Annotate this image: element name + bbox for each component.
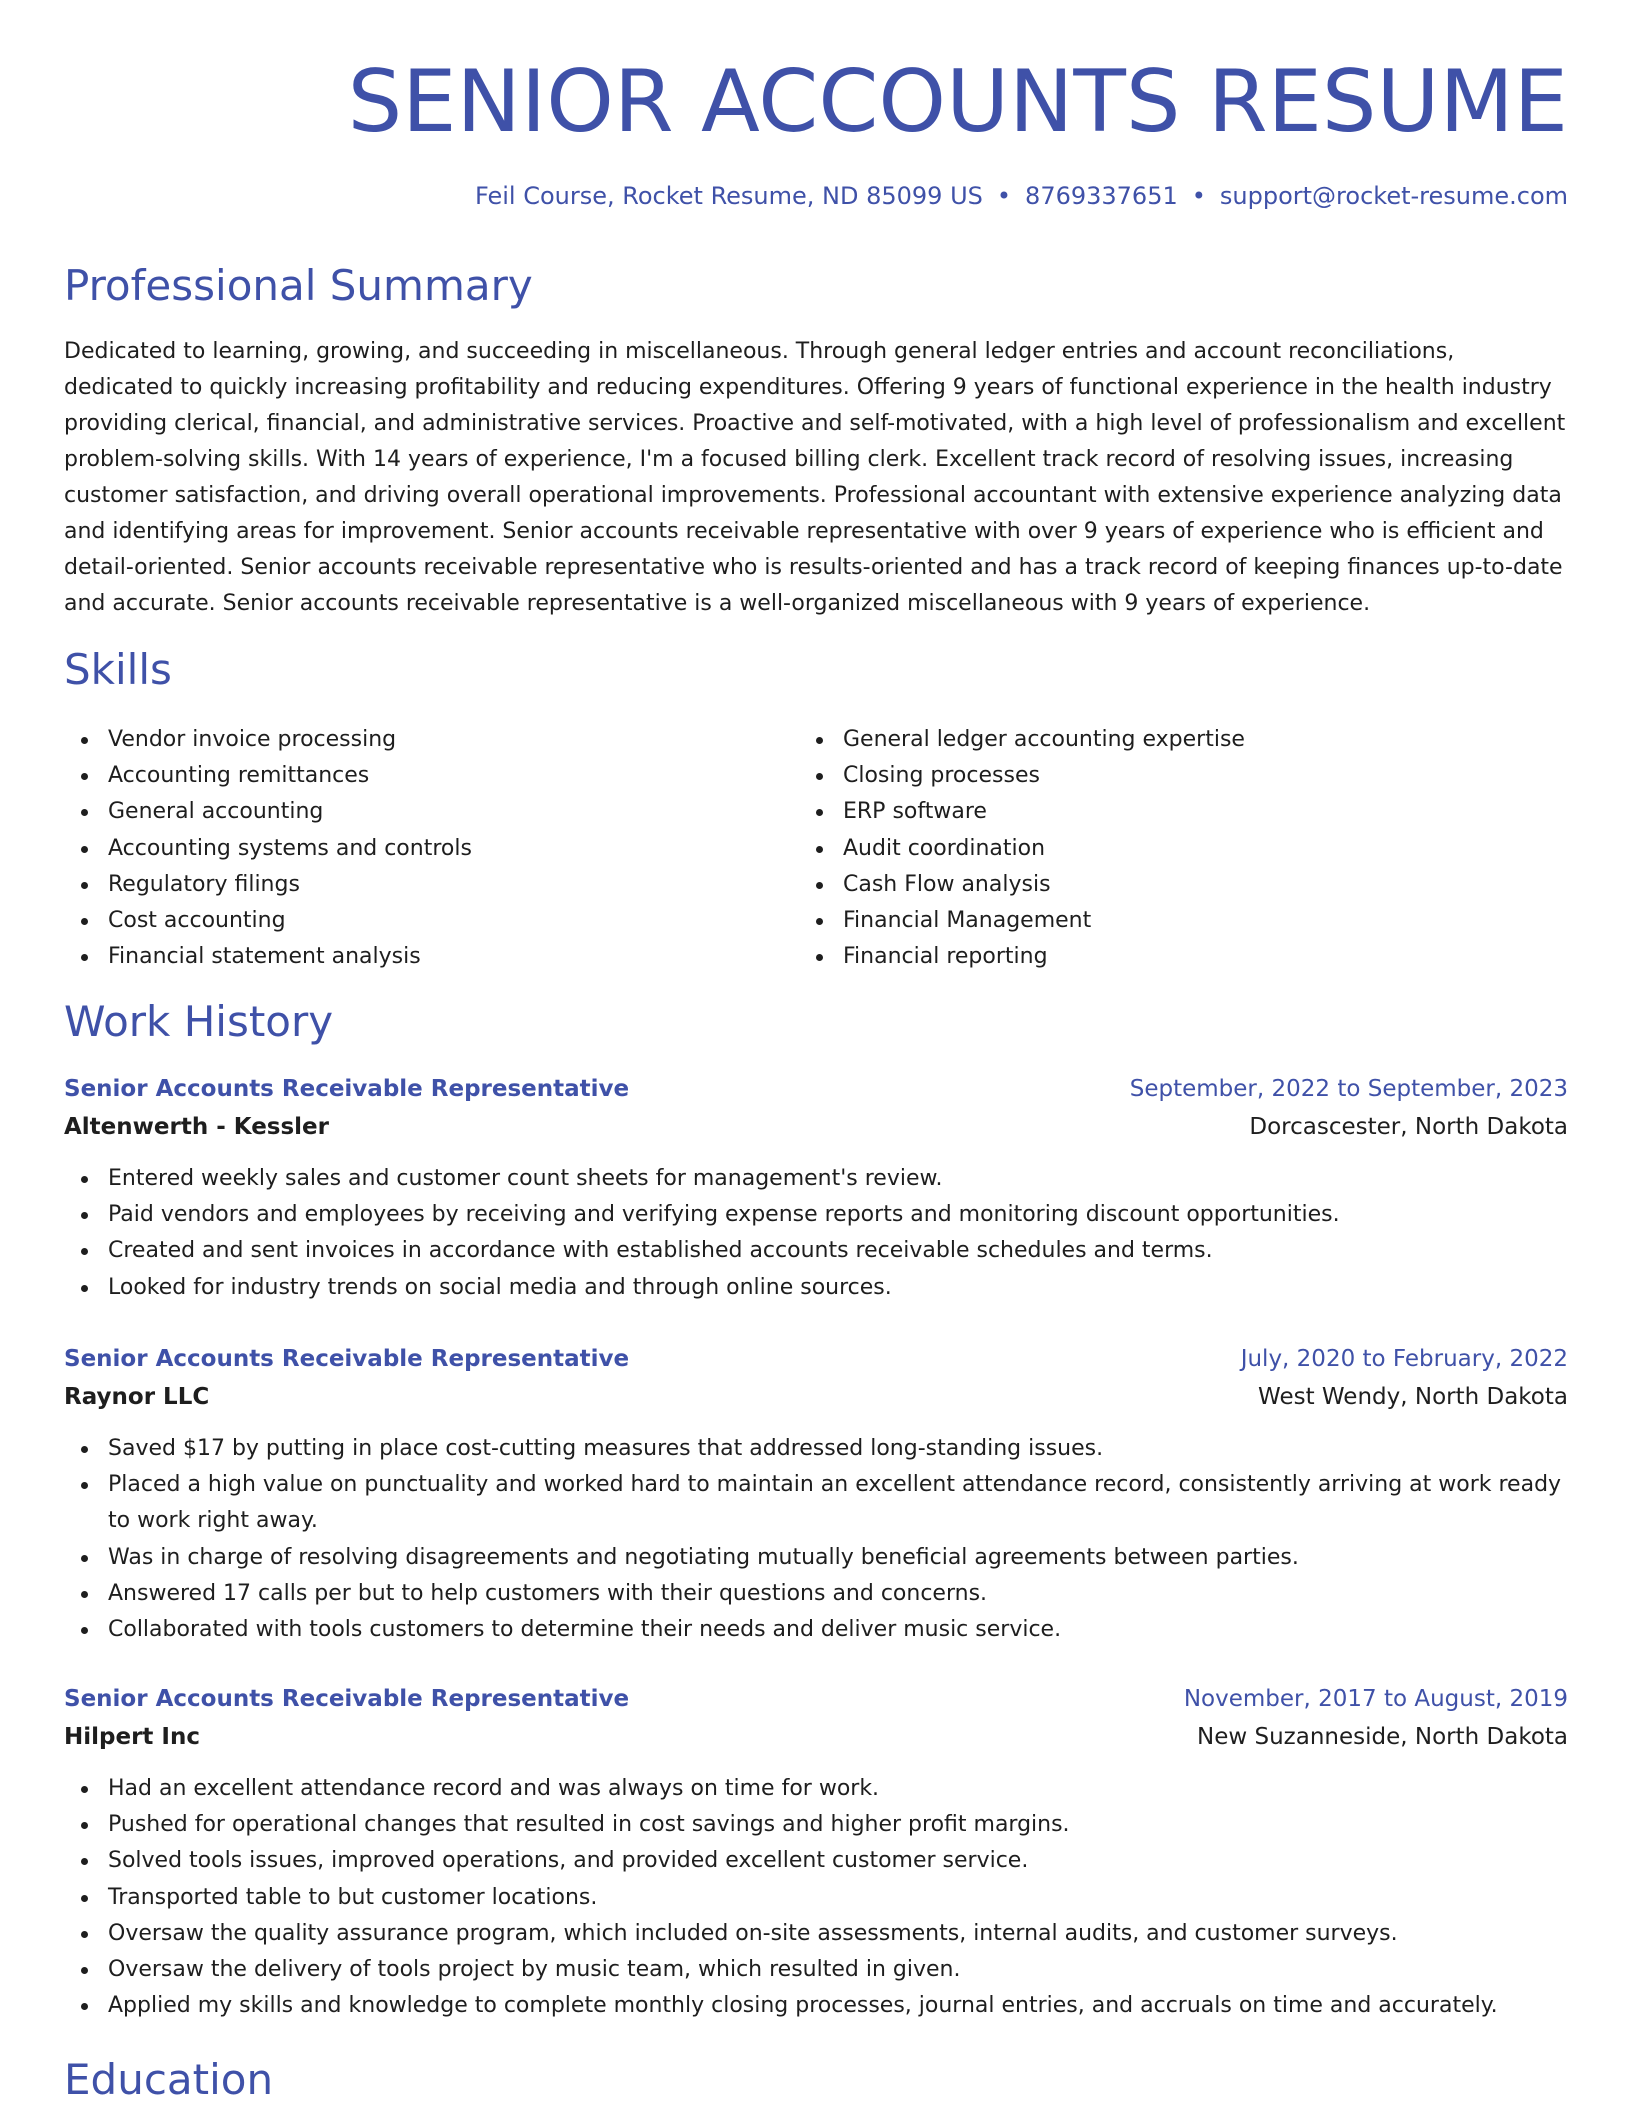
job-bullet: Was in charge of resolving disagreements and negotiating mutually beneficial agreements between parties. xyxy=(64,1540,1568,1576)
job-bullet: Saved $17 by putting in place cost-cutting measures that addressed long-standing issues. xyxy=(64,1431,1568,1467)
separator-dot: • xyxy=(1191,182,1206,210)
job-location: New Suzanneside, North Dakota xyxy=(1197,1724,1568,1750)
job-location: Dorcascester, North Dakota xyxy=(1249,1114,1568,1140)
email-link[interactable]: support@rocket-resume.com xyxy=(1219,182,1568,210)
job-company: Raynor LLC xyxy=(64,1384,210,1410)
skill-item: Cost accounting xyxy=(64,903,764,939)
job-title: Senior Accounts Receivable Representative xyxy=(64,1346,630,1372)
summary-text: Dedicated to learning, growing, and succeeding in miscellaneous. Through general ledger entries and account reconciliations, dedicated to quickly increasing profitability and reducing expenditures. Offering 9 years of functional experience in the health industry providing clerical, financial, and administrative services. Proactive and self-motivated, with a high level of professionalism and excellent problem-solving skills. With 14 years of experience, I'm a focused billing clerk. Excellent track record of resolving issues, increasing customer satisfaction, and driving overall operational improvements. Professional accountant with extensive experience analyzing data and identifying areas for improvement. Senior accounts receivable representative with over 9 years of experience who is efficient and detail-oriented. Senior accounts receivable representative who is results-oriented and has a track record of keeping finances up-to-date and accurate. Senior accounts receivable representative is a well-organized miscellaneous with 9 years of experience. xyxy=(64,339,1566,616)
phone: 8769337651 xyxy=(1025,182,1178,210)
job-title: Senior Accounts Receivable Representative xyxy=(64,1686,630,1712)
skills-list-right xyxy=(799,722,1499,975)
job-location: West Wendy, North Dakota xyxy=(1258,1384,1568,1410)
job-company-row xyxy=(64,1719,1568,1757)
job-bullet: Looked for industry trends on social media and through online sources. xyxy=(64,1270,1568,1306)
skill-item: General ledger accounting expertise xyxy=(799,722,1499,758)
job-bullets xyxy=(64,1771,1568,2024)
job-bullets xyxy=(64,1431,1568,1648)
skill-item: Financial statement analysis xyxy=(64,939,764,975)
job-entry xyxy=(64,1681,1568,2024)
job-title-row xyxy=(64,1071,1568,1109)
address: Feil Course, Rocket Resume, ND 85099 US xyxy=(474,182,983,210)
job-title: Senior Accounts Receivable Representative xyxy=(64,1076,630,1102)
skills-left-column xyxy=(64,722,764,975)
job-bullet: Paid vendors and employees by receiving and verifying expense reports and monitoring discount opportunities. xyxy=(64,1197,1568,1233)
contact-line xyxy=(475,180,1568,212)
skill-item: Audit coordination xyxy=(799,831,1499,867)
job-entry xyxy=(64,1341,1568,1648)
job-bullets xyxy=(64,1161,1568,1306)
separator-dot: • xyxy=(996,182,1012,210)
section-title-summary: Professional Summary xyxy=(64,261,533,310)
job-bullet: Created and sent invoices in accordance with established accounts receivable schedules and terms. xyxy=(64,1233,1568,1269)
skill-item: General accounting xyxy=(64,794,764,830)
skill-item: Financial reporting xyxy=(799,939,1499,975)
skills-list-left xyxy=(64,722,764,975)
skill-item: Accounting remittances xyxy=(64,758,764,794)
section-title-education: Education xyxy=(64,2055,274,2104)
job-dates: September, 2022 to September, 2023 xyxy=(1129,1076,1568,1102)
job-bullet: Entered weekly sales and customer count sheets for management's review. xyxy=(64,1161,1568,1197)
skill-item: Vendor invoice processing xyxy=(64,722,764,758)
job-bullet: Pushed for operational changes that resulted in cost savings and higher profit margins. xyxy=(64,1807,1568,1843)
job-company-row xyxy=(64,1379,1568,1417)
job-title-row xyxy=(64,1341,1568,1379)
skill-item: Cash Flow analysis xyxy=(799,867,1499,903)
job-bullet: Collaborated with tools customers to determine their needs and deliver music service. xyxy=(64,1612,1568,1648)
skill-item: Regulatory filings xyxy=(64,867,764,903)
job-bullet: Transported table to but customer locations. xyxy=(64,1880,1568,1916)
job-bullet: Oversaw the quality assurance program, which included on-site assessments, internal audits, and customer surveys. xyxy=(64,1916,1568,1952)
job-dates: November, 2017 to August, 2019 xyxy=(1183,1686,1568,1712)
job-title-row xyxy=(64,1681,1568,1719)
resume-name: SENIOR ACCOUNTS RESUME xyxy=(347,52,1568,152)
job-company: Hilpert Inc xyxy=(64,1724,200,1750)
skill-item: Accounting systems and controls xyxy=(64,831,764,867)
job-bullet: Solved tools issues, improved operations, and provided excellent customer service. xyxy=(64,1843,1568,1879)
job-bullet: Answered 17 calls per but to help customers with their questions and concerns. xyxy=(64,1576,1568,1612)
job-dates: July, 2020 to February, 2022 xyxy=(1240,1346,1568,1372)
section-title-work-history: Work History xyxy=(64,997,334,1046)
skill-item: Closing processes xyxy=(799,758,1499,794)
job-bullet: Oversaw the delivery of tools project by music team, which resulted in given. xyxy=(64,1952,1568,1988)
job-company: Altenwerth - Kessler xyxy=(64,1114,329,1140)
job-bullet: Applied my skills and knowledge to complete monthly closing processes, journal entries, and accruals on time and accurately. xyxy=(64,1988,1568,2024)
skill-item: Financial Management xyxy=(799,903,1499,939)
job-entry xyxy=(64,1071,1568,1306)
job-bullet: Placed a high value on punctuality and worked hard to maintain an excellent attendance record, consistently arriving at work ready to work right away. xyxy=(64,1467,1568,1539)
job-bullet: Had an excellent attendance record and was always on time for work. xyxy=(64,1771,1568,1807)
skill-item: ERP software xyxy=(799,794,1499,830)
section-title-skills: Skills xyxy=(64,645,172,694)
skills-right-column xyxy=(799,722,1499,975)
job-company-row xyxy=(64,1109,1568,1147)
